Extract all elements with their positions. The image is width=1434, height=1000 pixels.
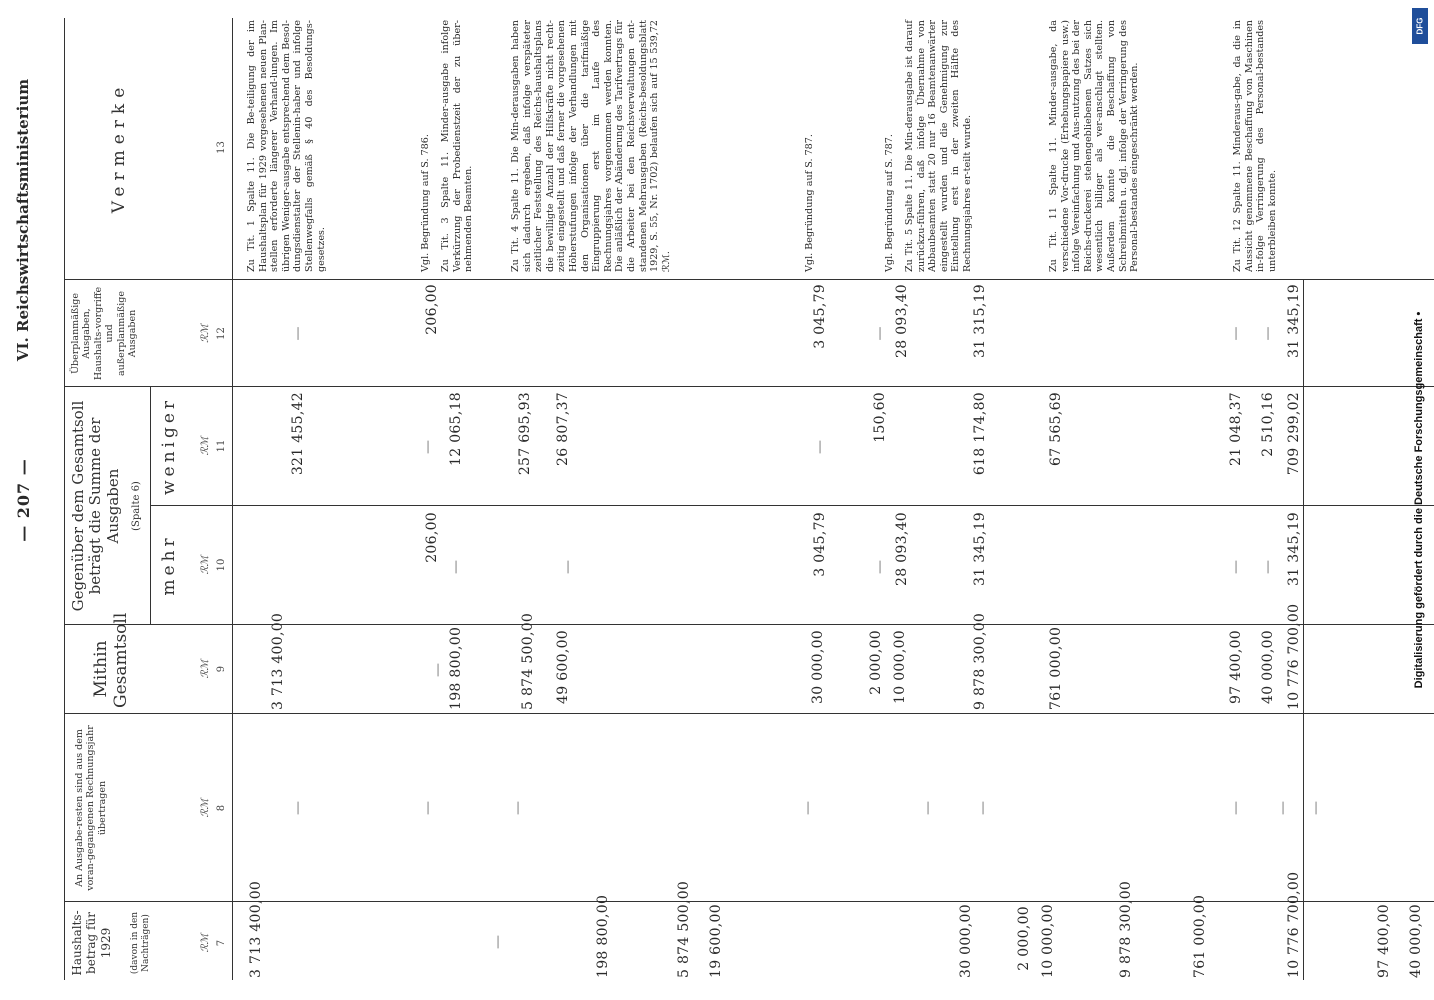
col10-title: mehr (159, 534, 179, 596)
header-bottom-rule (232, 18, 233, 980)
digitization-footer (1408, 10, 1430, 990)
dfg-logo (1412, 8, 1428, 44)
col-divider-8-9 (64, 713, 1434, 714)
col-divider-12-13 (64, 279, 1434, 280)
col12-value: 31 315,19 (972, 284, 988, 358)
col8-dash: — (1308, 801, 1324, 815)
col9-value: 761 000,00 (1048, 626, 1064, 710)
col-divider-group-12 (64, 386, 1434, 387)
col8-dash: — (1275, 801, 1291, 815)
col12-dash: — (1260, 326, 1276, 341)
col12-unit: ℛℳ (200, 324, 211, 343)
col10-sum: 31 345,19 (1286, 512, 1302, 586)
col8-dash: — (290, 801, 306, 815)
col11-dash: — (420, 440, 436, 454)
col11-value: 2 510,16 (1260, 392, 1276, 457)
col9-value: 5 874 500,00 (520, 612, 536, 710)
group-title: Gegenüber dem Gesamtsoll beträgt die Summe der Ausgaben (69, 400, 122, 612)
remark-tit11: Zu Tit. 11 Spalte 11. Minder-ausgabe, da verschiedene Vor-drucke (Erhebungspapiere usw.) infolge Vereinfachung und Aus-nutzung des bei der Reichs-druckerei stehengebliebenen Satzes sich wesentlich billiger als ver-anschlagt stellten. Außerdem konnte die Beschaffung von Schreibmitteln u. dgl. infolge der Verringerung des Personal-bestandes eingeschränkt werden. (1048, 20, 1141, 272)
col7-value: 9 878 300,00 (1118, 880, 1134, 978)
col11-sum: 709 299,02 (1286, 392, 1302, 476)
col9-unit: ℛℳ (200, 659, 211, 679)
col7-dash: — (490, 935, 506, 949)
group-subtitle: (Spalte 6) (131, 481, 142, 531)
col8-unit: ℛℳ (200, 798, 211, 818)
col8-dash: — (920, 801, 936, 815)
col11-value: 257 695,93 (517, 392, 533, 476)
col11-title: weniger (159, 396, 179, 496)
col8-dash: — (1228, 801, 1244, 815)
col12-dash: — (1228, 326, 1244, 341)
col10-value: 3 045,79 (812, 512, 828, 577)
remark-tit1: Zu Tit. 1 Spalte 11. Die Be-teiligung der im Haushaltsplan für 1929 vorgesehenen neuen Plan-stellen erforderte längerer Verhand-lungen. Im übrigen Weniger-ausgabe entsprechend dem Besol-dungsdienstalter der Stellenin-haber und infolge Stellenwegfalls gemäß § 40 des Besoldungs-gesetzes. (246, 20, 327, 272)
col8-number: 8 (216, 804, 227, 812)
col9-title: Mithin Gesamtsoll (91, 612, 131, 708)
col7-value: 30 000,00 (958, 904, 974, 978)
col11-value: 67 565,69 (1048, 392, 1064, 466)
col12-value: 28 093,40 (894, 284, 910, 358)
remark-ref-787b: Vgl. Begründung auf S. 787. (884, 134, 895, 272)
table-top-rule (64, 18, 65, 980)
remark-tit5: Zu Tit. 5 Spalte 11. Die Min-derausgabe ist darauf zurückzu-führen, daß infolge Übernahme von Abbaubeamten statt 20 nur 16 Beamtenanwärter eingestellt wurden und die Genehmigung zur Einstellung erst in der zweiten Hälfte des Rechnungsjahres er-teilt wurde. (904, 20, 973, 272)
remark-tit12: Zu Tit. 12 Spalte 11. Minderaus-gabe, da die in Aussicht genommene Beschaffung von Maschinen in-folge Verringerung des Personal-bestandes unterbleiben konnte. (1232, 20, 1278, 272)
col10-value: 28 093,40 (894, 512, 910, 586)
col9-value: 2 000,00 (868, 630, 884, 695)
col7-value: 3 713 400,00 (248, 880, 264, 978)
col-divider-7-8 (64, 901, 1434, 902)
col9-dash: — (430, 663, 446, 677)
col8-dash: — (975, 801, 991, 815)
col7-title: Haushalts-betrag für 1929 (70, 910, 113, 976)
col10-dash: — (872, 560, 888, 574)
col7-value: 5 874 500,00 (676, 880, 692, 978)
col11-value: 150,60 (872, 392, 888, 443)
col7-subtitle: (davon in den Nachträgen) (130, 911, 151, 975)
col7-number: 7 (216, 939, 227, 947)
col10-unit: ℛℳ (200, 555, 211, 575)
col7-value: 2 000,00 (1016, 906, 1032, 971)
col8-title: An Ausgabe-resten sind aus dem voran-gegangenen Rechnungsjahr übertragen (74, 725, 108, 891)
col7-value: 97 400,00 (1376, 904, 1392, 978)
col10-dash: — (1228, 560, 1244, 574)
col8-dash: — (420, 801, 436, 815)
col7-unit: ℛℳ (200, 933, 211, 953)
col8-dash: — (510, 801, 526, 815)
col11-dash: — (812, 440, 828, 454)
page-number: — 207 — (14, 458, 33, 542)
col12-title: Überplanmäßige Ausgaben, Haushalts-vorgriffe und außerplanmäßige Ausgaben (70, 286, 138, 381)
remark-tit4: Zu Tit. 4 Spalte 11. Die Min-derausgaben haben sich dadurch ergeben, daß infolge verspäteter zeitlicher Feststellung des Reichs-haushaltsplans die bewilligte Anzahl der Hilfskräfte nicht recht-zeitig eingestellt und daß ferner die vorgesehenen Höherstufungen infolge der Verhandlungen mit den Organisationen über die tarifmäßige Eingruppierung erst im Laufe des Rechnungsjahres vorgenommen werden konnten. Die anläßlich der Abänderung des Tarifvertrags für die Arbeiter bei den Reichsverwaltungen ent-standenen Mehrausgaben (Reichs-besoldungsblatt 1929, S. 55, Nr. 1702) belaufen sich auf 15 539,72 ℛℳ. (510, 20, 672, 272)
ministry-title: VI. Reichswirtschaftsministerium (14, 78, 32, 362)
col9-value: 10 000,00 (892, 630, 908, 704)
col9-value: 3 713 400,00 (270, 612, 286, 710)
col10-number: 10 (216, 558, 227, 572)
col10-dash: — (560, 560, 576, 574)
col11-value: 321 455,42 (290, 392, 306, 476)
col12-number: 12 (216, 327, 227, 340)
col-divider-10-11 (150, 505, 1434, 506)
col11-unit: ℛℳ (200, 436, 211, 456)
col10-value: 206,00 (424, 512, 440, 563)
col11-value: 26 807,37 (555, 392, 571, 466)
group-split-rule (150, 387, 151, 625)
col12-dash: — (872, 326, 888, 341)
col12-dash: — (290, 326, 306, 341)
col7-value: 198 800,00 (595, 894, 611, 978)
col9-number: 9 (216, 665, 227, 673)
col7-value: 10 000,00 (1040, 904, 1056, 978)
col7-sum: 10 776 700,00 (1286, 871, 1302, 978)
col9-value: 198 800,00 (448, 626, 464, 710)
col10-dash: — (1260, 560, 1276, 574)
remark-tit3: Zu Tit. 3 Spalte 11. Minder-ausgabe infolge Verkürzung der Probedienstzeit der zu über-nehmenden Beamten. (440, 20, 475, 272)
dfg-logo-text: DFG (1415, 17, 1425, 35)
col11-value: 12 065,18 (448, 392, 464, 466)
col10-value: 31 345,19 (972, 512, 988, 586)
col12-value: 206,00 (424, 284, 440, 335)
footer-text: Digitalisierung gefördert durch die Deutsche Forschungsgemeinschaft • (1413, 311, 1425, 689)
col7-value: 761 000,00 (1192, 894, 1208, 978)
col7-value: 19 600,00 (708, 904, 724, 978)
col7-value: 40 000,00 (1408, 904, 1424, 978)
col9-value: 49 600,00 (555, 630, 571, 704)
col11-number: 11 (216, 439, 227, 453)
col9-value: 97 400,00 (1228, 630, 1244, 704)
col11-value: 21 048,37 (1228, 392, 1244, 466)
col12-sum: 31 345,19 (1286, 284, 1302, 358)
col9-sum: 10 776 700,00 (1286, 603, 1302, 710)
col9-value: 30 000,00 (810, 630, 826, 704)
col8-dash: — (800, 801, 816, 815)
col10-dash: — (448, 560, 464, 574)
remark-ref-786: Vgl. Begründung auf S. 786. (420, 134, 431, 272)
col9-value: 40 000,00 (1260, 630, 1276, 704)
sum-rule (1303, 280, 1304, 980)
col9-value: 9 878 300,00 (972, 612, 988, 710)
col12-value: 3 045,79 (812, 284, 828, 349)
col11-value: 618 174,80 (972, 392, 988, 476)
col13-number: 13 (216, 141, 227, 154)
remark-ref-787a: Vgl. Begründung auf S. 787. (804, 134, 815, 272)
col13-title: Vermerke (109, 81, 129, 214)
